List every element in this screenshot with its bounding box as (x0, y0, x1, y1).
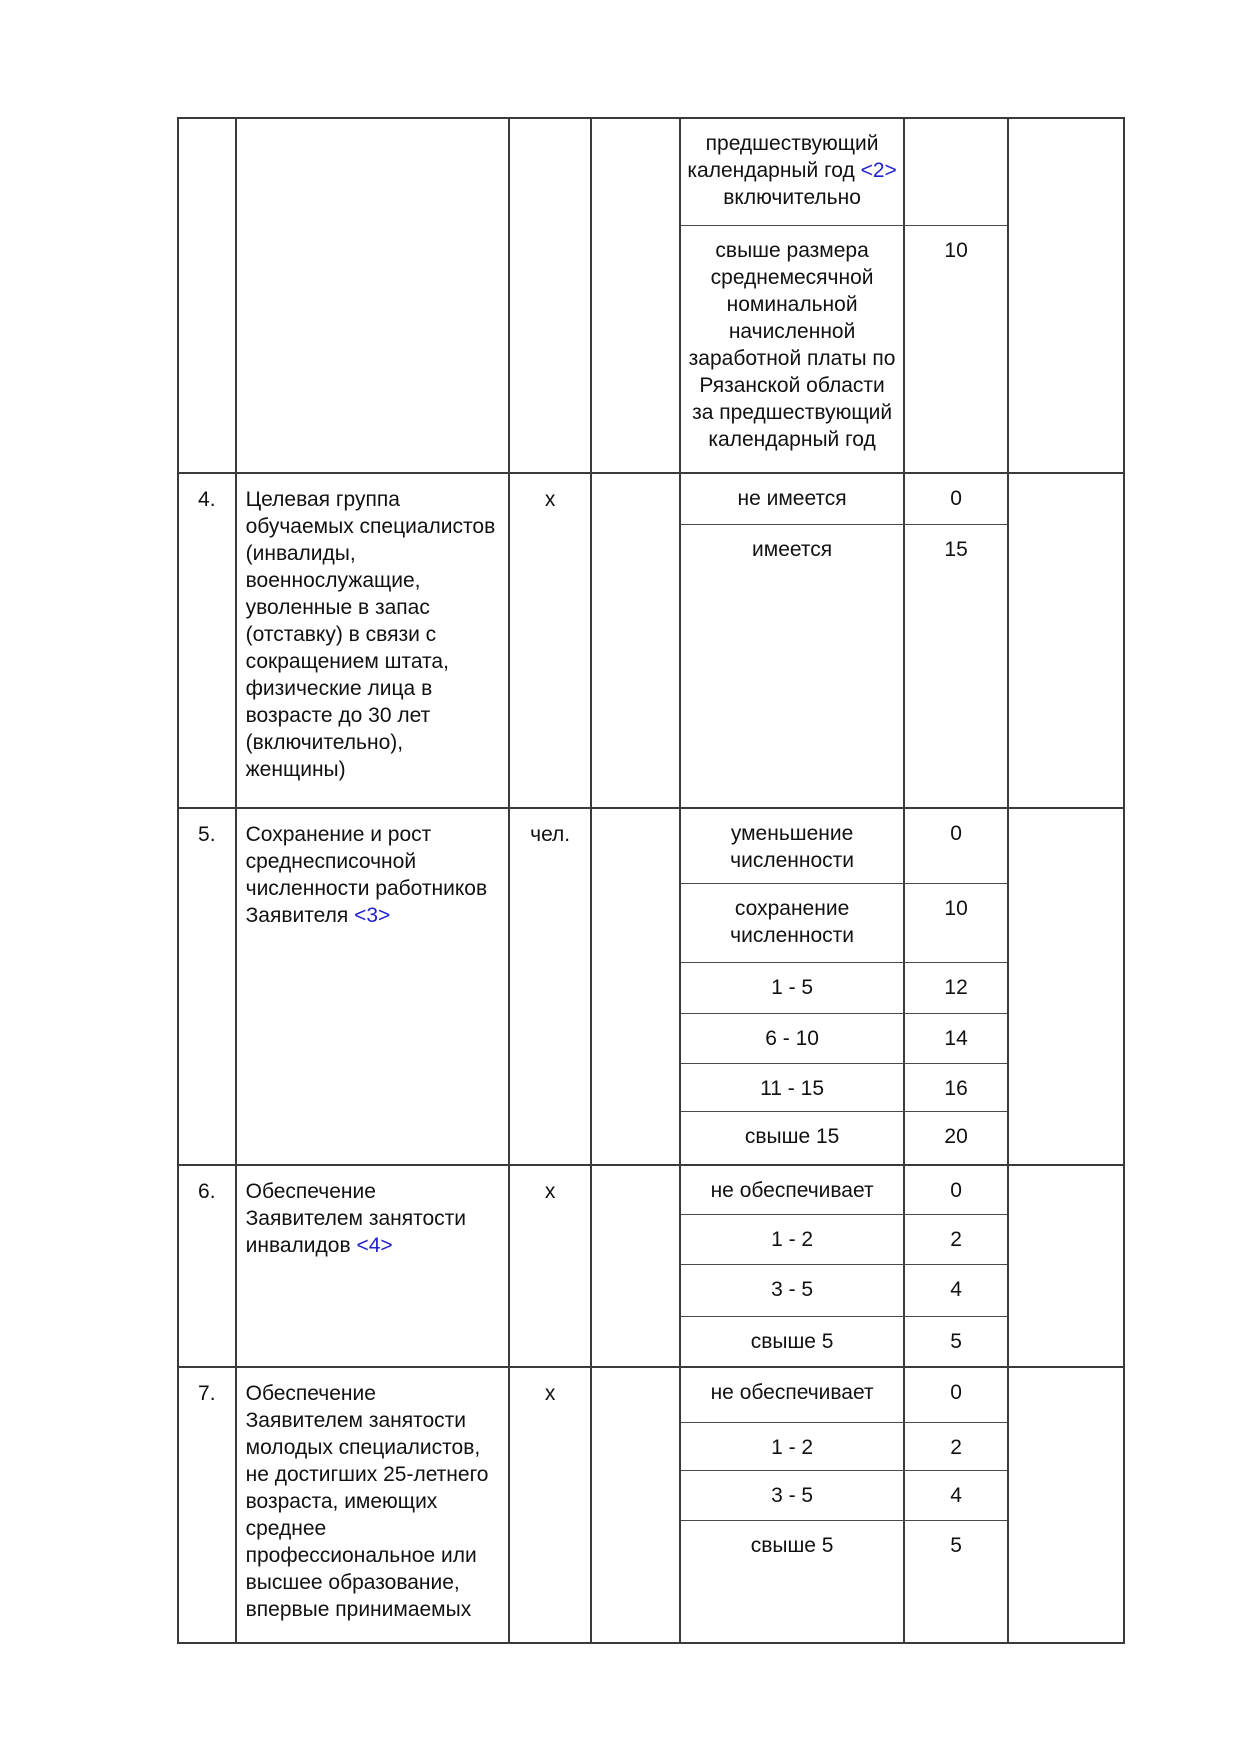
option-text: сохранение численности (730, 897, 854, 947)
option-row (681, 1013, 1007, 1063)
empty-right-cell (1007, 119, 1123, 472)
option-row (681, 1470, 1007, 1520)
criteria-cell (235, 809, 508, 1164)
unit-cell (508, 119, 590, 472)
option-text: 3 - 5 (771, 1484, 814, 1507)
unit-cell: х (508, 1166, 590, 1366)
option-points: 5 (903, 1317, 1006, 1366)
options-group (679, 1166, 1007, 1366)
option-text: не имеется (737, 487, 847, 510)
option-text: 1 - 2 (771, 1228, 814, 1251)
empty-right-cell (1007, 1166, 1123, 1366)
option-row (681, 1111, 1007, 1164)
option-text: предшествующий календарный год (687, 132, 879, 182)
option-text: свыше размера среднемесячной номинальной начисленной заработной платы по Рязанской области за предшествующий календарный год (688, 239, 896, 451)
option-label (681, 1014, 904, 1063)
row-number-cell: 7. (198, 1382, 216, 1405)
option-points: 14 (903, 1014, 1006, 1063)
scoring-criteria-table (177, 117, 1125, 1644)
options-group (679, 119, 1007, 472)
option-text: 11 - 15 (760, 1077, 824, 1100)
table-row-4 (179, 472, 1123, 807)
criteria-text: Сохранение и рост среднесписочной численности работников Заявителя (245, 823, 488, 927)
empty-right-cell (1007, 474, 1123, 807)
option-text: 1 - 5 (771, 976, 814, 999)
option-label (681, 1368, 904, 1422)
option-row (681, 119, 1007, 225)
unit-cell: х (508, 1368, 590, 1642)
unit-cell: чел. (508, 809, 590, 1164)
option-row (681, 1368, 1007, 1422)
option-text: не обеспечивает (710, 1179, 874, 1202)
option-points: 12 (903, 963, 1006, 1013)
option-text: не обеспечивает (710, 1381, 874, 1404)
option-points: 20 (903, 1112, 1006, 1164)
row-number-cell: 5. (198, 823, 216, 846)
option-label (681, 809, 904, 883)
option-points (903, 119, 1006, 225)
option-text: включительно (723, 186, 861, 209)
option-text: 3 - 5 (771, 1278, 814, 1301)
footnote-link-3[interactable]: <3> (354, 904, 391, 927)
empty-right-cell (1007, 809, 1123, 1164)
criteria-text: Обеспечение Заявителем занятости инвалидов (245, 1180, 467, 1257)
option-text: имеется (752, 538, 833, 561)
empty-cell (590, 1368, 678, 1642)
option-row (681, 1422, 1007, 1470)
criteria-cell (235, 474, 508, 807)
row-number-cell: 6. (198, 1180, 216, 1203)
option-label (681, 963, 904, 1013)
option-row (681, 883, 1007, 962)
option-row (681, 1316, 1007, 1366)
table-row-3-continuation (179, 119, 1123, 472)
option-label (681, 474, 904, 524)
criteria-cell (235, 1368, 508, 1642)
option-points: 0 (903, 809, 1006, 883)
option-label (681, 226, 904, 472)
option-row (681, 1264, 1007, 1316)
option-text: уменьшение численности (730, 822, 854, 872)
empty-cell (590, 1166, 678, 1366)
table-row-6 (179, 1164, 1123, 1366)
option-row (681, 962, 1007, 1013)
option-points: 10 (903, 884, 1006, 962)
option-row (681, 1063, 1007, 1111)
option-label (681, 884, 904, 962)
footnote-link-2[interactable]: <2> (860, 159, 897, 182)
option-points: 4 (903, 1265, 1006, 1316)
option-text: свыше 15 (744, 1125, 840, 1148)
criteria-text: Обеспечение Заявителем занятости молодых специалистов, не достигших 25-летнего возраста, имеющих среднее профессиональное или высшее образование, впервые принимаемых (245, 1382, 489, 1621)
table-row-7 (179, 1366, 1123, 1642)
option-text: 1 - 2 (771, 1436, 814, 1459)
option-row (681, 809, 1007, 883)
option-label (681, 1265, 904, 1316)
empty-cell (590, 474, 678, 807)
option-points: 2 (903, 1423, 1006, 1470)
option-label (681, 1471, 904, 1520)
option-label (681, 525, 904, 807)
option-row (681, 1166, 1007, 1214)
row-number-cell (179, 119, 235, 472)
empty-cell (590, 119, 678, 472)
option-row (681, 474, 1007, 524)
option-points: 5 (903, 1521, 1006, 1642)
empty-right-cell (1007, 1368, 1123, 1642)
option-label (681, 1215, 904, 1264)
criteria-cell (235, 119, 508, 472)
footnote-link-4[interactable]: <4> (356, 1234, 393, 1257)
option-label (681, 1521, 904, 1642)
criteria-text: Целевая группа обучаемых специалистов (инвалиды, военнослужащие, уволенные в запас (отставку) в связи с сокращением штата, физические лица в возрасте до 30 лет (включительно), женщины) (245, 488, 496, 781)
option-label (681, 119, 904, 225)
option-text: свыше 5 (750, 1330, 834, 1353)
option-row (681, 1214, 1007, 1264)
option-points: 0 (903, 1166, 1006, 1214)
option-points: 10 (903, 226, 1006, 472)
option-row (681, 225, 1007, 472)
criteria-cell (235, 1166, 508, 1366)
options-group (679, 809, 1007, 1164)
table-row-5 (179, 807, 1123, 1164)
option-points: 0 (903, 474, 1006, 524)
option-label (681, 1112, 904, 1164)
option-points: 15 (903, 525, 1006, 807)
option-text: 6 - 10 (765, 1027, 819, 1050)
options-group (679, 474, 1007, 807)
empty-cell (590, 809, 678, 1164)
option-label (681, 1064, 904, 1111)
options-group (679, 1368, 1007, 1642)
option-label (681, 1166, 904, 1214)
option-row (681, 1520, 1007, 1642)
option-label (681, 1317, 904, 1366)
option-text: свыше 5 (750, 1534, 834, 1557)
row-number-cell: 4. (198, 488, 216, 511)
option-row (681, 524, 1007, 807)
option-points: 2 (903, 1215, 1006, 1264)
option-label (681, 1423, 904, 1470)
option-points: 4 (903, 1471, 1006, 1520)
unit-cell: х (508, 474, 590, 807)
option-points: 0 (903, 1368, 1006, 1422)
option-points: 16 (903, 1064, 1006, 1111)
